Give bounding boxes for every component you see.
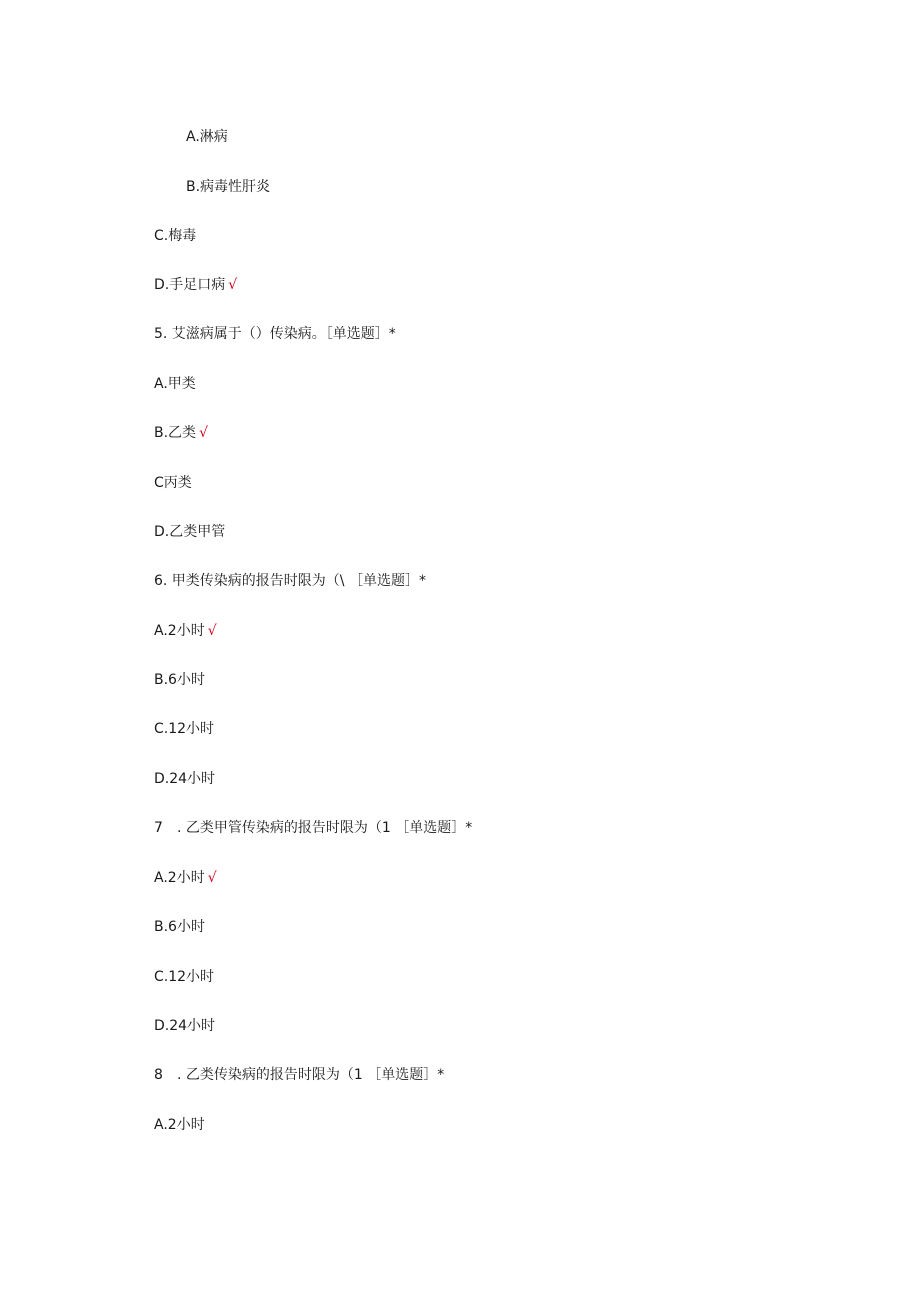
- check-mark-icon: √: [207, 870, 217, 886]
- option-text: A.2小时: [154, 623, 205, 639]
- q5-option-a[interactable]: [154, 375, 196, 393]
- q7-option-b[interactable]: [154, 918, 205, 936]
- option-text: D.24小时: [154, 1018, 216, 1034]
- option-text: D.24小时: [154, 771, 216, 787]
- option-text: B.6小时: [154, 919, 205, 935]
- question-text: . 乙类传染病的报告时限为（1 ［单选题］*: [177, 1067, 445, 1083]
- option-text: A.2小时: [154, 1117, 205, 1133]
- q6-option-a[interactable]: [154, 622, 217, 640]
- option-text: D.手足口病: [154, 277, 226, 293]
- question-text: 5. 艾滋病属于（）传染病。［单选题］*: [154, 326, 396, 342]
- option-text: C.12小时: [154, 721, 215, 737]
- q6-option-c[interactable]: [154, 720, 214, 738]
- question-6-title: [154, 572, 426, 590]
- option-text: D.乙类甲管: [154, 524, 226, 540]
- q5-option-c[interactable]: [154, 474, 192, 492]
- q7-option-d[interactable]: [154, 1017, 215, 1035]
- q7-option-a[interactable]: [154, 869, 217, 887]
- option-text: C丙类: [154, 475, 192, 491]
- question-8-title: [154, 1066, 444, 1084]
- option-a[interactable]: [186, 128, 228, 146]
- option-text: A.2小时: [154, 870, 205, 886]
- option-b[interactable]: [186, 178, 270, 196]
- option-text: C.梅毒: [154, 228, 197, 244]
- option-c[interactable]: [154, 227, 196, 245]
- q5-option-b[interactable]: [154, 424, 208, 442]
- option-text: B.乙类: [154, 425, 197, 441]
- question-text: . 乙类甲管传染病的报告时限为（1 ［单选题］*: [177, 820, 473, 836]
- question-text: 6. 甲类传染病的报告时限为（\ ［单选题］*: [154, 573, 426, 589]
- check-mark-icon: √: [207, 623, 217, 639]
- question-5-title: [154, 325, 396, 343]
- check-mark-icon: √: [228, 277, 238, 293]
- q7-option-c[interactable]: [154, 968, 214, 986]
- question-number: 7: [154, 820, 163, 836]
- option-d[interactable]: [154, 276, 237, 294]
- option-text: B.6小时: [154, 672, 205, 688]
- q6-option-d[interactable]: [154, 770, 215, 788]
- option-text: C.12小时: [154, 969, 215, 985]
- question-number: 8: [154, 1067, 163, 1083]
- q5-option-d[interactable]: [154, 523, 225, 541]
- option-text: B.病毒性肝炎: [186, 179, 271, 195]
- option-text: A.淋病: [186, 129, 228, 145]
- option-text: A.甲类: [154, 376, 196, 392]
- q6-option-b[interactable]: [154, 671, 205, 689]
- q8-option-a[interactable]: [154, 1116, 205, 1134]
- question-7-title: [154, 819, 472, 837]
- check-mark-icon: √: [199, 425, 208, 441]
